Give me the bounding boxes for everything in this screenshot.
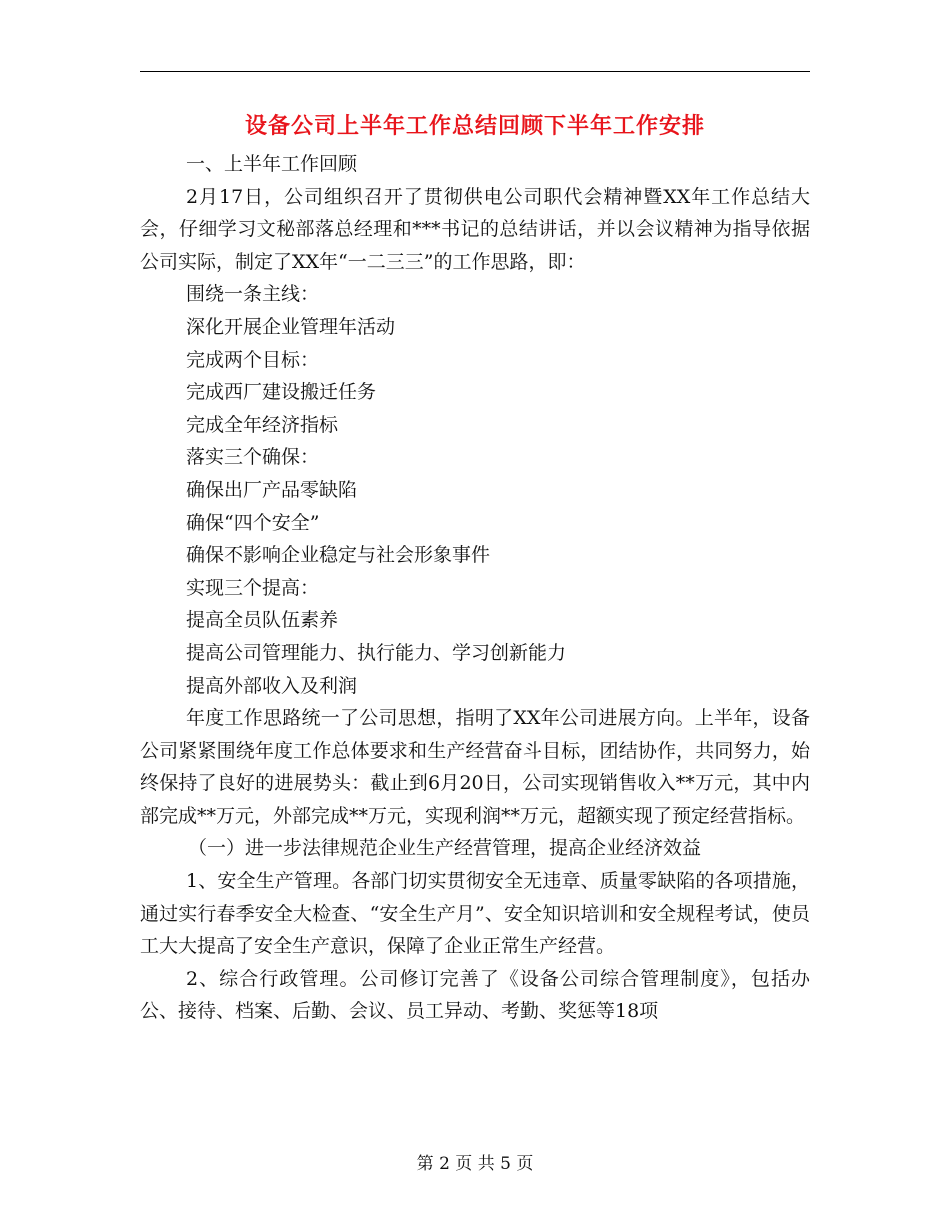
body-paragraph: 2、综合行政管理。公司修订完善了《设备公司综合管理制度》，包括办公、接待、档案、后勤、会议、员工异动、考勤、奖惩等18项 — [140, 967, 810, 1023]
body-paragraph: 年度工作思路统一了公司思想，指明了XX年公司进展方向。上半年，设备公司紧紧围绕年度工作总体要求和生产经营奋斗目标，团结协作，共同努力，始终保持了良好的进展势头：截止到6月20日，公司实现销售收入**万元，其中内部完成**万元，外部完成**万元，实现利润**万元，超额实现了预定经营指标。 — [140, 707, 810, 827]
list-item: 确保出厂产品零缺陷 — [186, 478, 358, 501]
header-rule — [140, 71, 810, 72]
page-number: 第 2 页 共 5 页 — [416, 1154, 534, 1174]
list-item: 完成全年经济指标 — [186, 413, 339, 436]
section-heading: 一、上半年工作回顾 — [186, 153, 358, 175]
list-item: 提高外部收入及利润 — [186, 674, 358, 697]
list-item: 完成两个目标： — [186, 348, 320, 371]
list-item: 确保“四个安全” — [186, 511, 320, 534]
list-item: 实现三个提高： — [186, 576, 320, 599]
body-paragraph: 2月17日，公司组织召开了贯彻供电公司职代会精神暨XX年工作总结大会，仔细学习文秘部落总经理和***书记的总结讲话，并以会议精神为指导依据公司实际，制定了XX年“一二三三”的工作思路，即： — [140, 185, 810, 273]
list-item: 提高全员队伍素养 — [186, 609, 339, 632]
list-item: 深化开展企业管理年活动 — [186, 315, 396, 338]
list-item: 完成西厂建设搬迁任务 — [186, 381, 377, 404]
list-item: 围绕一条主线： — [186, 283, 320, 306]
subsection-heading: （一）进一步法律规范企业生产经营管理，提高企业经济效益 — [188, 837, 702, 860]
document-title: 设备公司上半年工作总结回顾下半年工作安排 — [244, 114, 705, 139]
document-body — [140, 148, 810, 1028]
list-item: 提高公司管理能力、执行能力、学习创新能力 — [186, 641, 567, 664]
body-paragraph: 1、安全生产管理。各部门切实贯彻安全无违章、质量零缺陷的各项措施，通过实行春季安全大检查、“安全生产月”、安全知识培训和安全规程考试，使员工大大提高了安全生产意识，保障了企业正常生产经营。 — [140, 870, 810, 958]
list-item: 落实三个确保： — [186, 446, 320, 469]
list-item: 确保不影响企业稳定与社会形象事件 — [186, 544, 491, 567]
